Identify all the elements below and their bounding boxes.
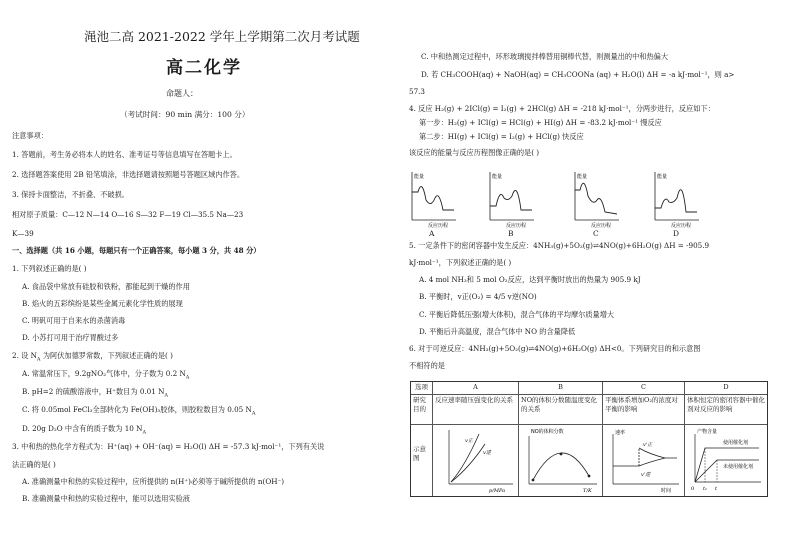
q4-energy-diagram-a <box>410 170 456 229</box>
table-header-option: 选项 <box>411 382 433 395</box>
q4c-xlabel: 反应历程 <box>591 223 612 229</box>
q4d-xlabel: 反应历程 <box>671 223 692 229</box>
q1-stem: 1. 下列叙述正确的是( ) <box>12 264 87 273</box>
q1-option-b: B. 焰火的五彩缤纷是某些金属元素化学性质的展现 <box>22 299 183 308</box>
q3-option-d-line-2: 57.3 <box>409 87 426 96</box>
fig-b-title: NO的体积分数 <box>531 429 564 435</box>
q1-option-a: A. 食品袋中常放有硅胶和铁粉，都能起到干燥的作用 <box>22 282 190 291</box>
note-1: 1. 答题前，考生务必将本人的姓名、准考证号等信息填写在答题卡上。 <box>12 150 237 159</box>
q4-energy-diagram-d <box>653 170 699 229</box>
fig-c-ylabel: 速率 <box>615 430 626 436</box>
q5-stem-line-2: kJ·mol⁻¹，下列叙述正确的是( ) <box>409 258 512 267</box>
table-header-c: C <box>603 382 685 395</box>
q4-energy-diagram-b <box>488 170 534 229</box>
q3-option-a: A. 准确测量中和热的实验过程中，应所提供的 n(H⁺)必须等于碱所提供的 n(OH⁻) <box>22 477 285 486</box>
q3-option-c: C. 中和热测定过程中，环形玻璃搅拌棒替用铜棒代替，则测量出的中和热偏大 <box>421 52 669 61</box>
table-row-label-purpose: 研究目的 <box>411 395 433 425</box>
fig-a-v2: v逆 <box>483 450 491 456</box>
q1-option-c: C. 明矾可用于自来水的杀菌消毒 <box>22 316 126 325</box>
atomic-mass-line-2: K—39 <box>12 229 34 238</box>
author-line: 命题人： <box>166 89 198 98</box>
subject-title: 高二化学 <box>166 58 242 78</box>
q4d-ylabel: 能量 <box>657 174 668 180</box>
note-3: 3. 保持卡面整洁，不折叠、不破损。 <box>12 190 129 199</box>
exam-title: 渑池二高 2021-2022 学年上学期第二次月考试题 <box>84 29 360 44</box>
q6-stem-line-2: 不相符的是 <box>409 361 445 370</box>
table-figure-d <box>685 425 767 496</box>
table-purpose-a: 反应速率随压强变化的关系 <box>433 395 519 425</box>
table-header-d: D <box>685 382 767 395</box>
q4b-ylabel: 能量 <box>492 174 503 180</box>
q3-stem-line-2: 法正确的是( ) <box>12 460 56 469</box>
q4-option-a-label: A <box>429 229 435 238</box>
q4-stem: 4. 反应 H₂(g) + 2ICl(g) = I₂(g) + 2HCl(g) ΔH = -218 kJ·mol⁻¹，分两步进行，反应如下： <box>409 104 715 113</box>
table-purpose-c: 平衡体系增加O₂的浓度对平衡的影响 <box>603 395 685 425</box>
fig-d-origin: 0 <box>691 486 695 492</box>
q6-stem-line-1: 6. 对于可逆反应：4NH₃(g)+5O₂(g)⇌4NO(g)+6H₂O(g) ΔH<0。下列研究目的和示意图 <box>409 344 701 353</box>
q5-option-b: B. 平衡时，v正(O₂) = 4/5 v逆(NO) <box>419 292 537 301</box>
fig-d-t1: t₁ <box>703 486 708 492</box>
q5-option-d: D. 平衡后升高温度，混合气体中 NO 的含量降低 <box>419 327 576 336</box>
table-purpose-b: NO的体积分数随温度变化的关系 <box>519 395 603 425</box>
atomic-mass-line-1: 相对原子质量：C—12 N—14 O—16 S—32 F—19 Cl—35.5 Na—23 <box>12 210 244 219</box>
q4-option-d-label: D <box>673 229 680 238</box>
q2-option-a: A. 常温常压下，9.2gNO₂气体中，分子数为 0.2 $N_A$ <box>22 369 190 381</box>
q2-option-d: D. 20g D₂O 中含有的质子数为 10 $N_A$ <box>22 424 147 436</box>
table-header-b: B <box>519 382 603 395</box>
table-figure-a <box>433 425 519 496</box>
q4a-xlabel: 反应历程 <box>428 223 449 229</box>
q3-option-d-line-1: D. 若 CH₃COOH(aq) + NaOH(aq) = CH₃COONa (aq) + H₂O(l) ΔH = -a kJ·mol⁻¹，则 a> <box>421 70 735 79</box>
q4b-xlabel: 反应历程 <box>506 223 527 229</box>
q1-option-d: D. 小苏打可用于治疗胃酸过多 <box>22 333 119 342</box>
q5-option-c: C. 平衡后降低压强(增大体积)，混合气体的平均摩尔质量增大 <box>419 310 615 319</box>
q2-option-c: C. 将 0.05mol FeCl₃全部转化为 Fe(OH)₃胶体，则胶粒数目为 0.05 $N_A$ <box>22 405 256 417</box>
fig-c-xlabel: 时间 <box>661 488 672 494</box>
fig-d-t2: t <box>715 486 718 492</box>
q4-option-c-label: C <box>593 229 599 238</box>
table-purpose-d: 体积恒定的密闭容器中催化剂对反应的影响 <box>685 395 767 425</box>
table-figure-c <box>603 425 685 496</box>
fig-d-label-1: 使用催化剂 <box>723 440 749 446</box>
q6-table <box>410 381 768 497</box>
table-header-a: A <box>433 382 519 395</box>
note-2: 2. 选择题答案使用 2B 铅笔填涂，非选择题请按照题号答题区域内作答。 <box>12 170 245 179</box>
fig-c-v2: v'逆 <box>641 472 651 478</box>
notes-heading: 注意事项： <box>12 131 48 140</box>
q4a-ylabel: 能量 <box>414 174 425 180</box>
fig-a-xlabel: p/MPa <box>489 488 506 494</box>
q2-stem: 2. 设 $N_A$ 为阿伏加德罗常数，下列叙述正确的是( ) <box>12 351 173 363</box>
q4-step-1: 第一步：H₂(g) + ICl(g) = HCl(g) + HI(g) ΔH = -83.2 kJ·mol⁻¹ 慢反应 <box>419 118 662 127</box>
q5-stem-line-1: 5. 一定条件下的密闭容器中发生反应：4NH₃(g)+5O₂(g)⇌4NO(g)+6H₂O(g) ΔH = -905.9 <box>409 241 710 250</box>
fig-d-ylabel: 产物含量 <box>697 429 718 435</box>
q2-option-b: B. pH=2 的硫酸溶液中，H⁺数目为 0.01 $N_A$ <box>22 387 169 399</box>
table-row-label-figure: 示意图 <box>411 425 433 496</box>
fig-d-label-2: 未使用催化剂 <box>723 464 754 470</box>
q5-option-a: A. 4 mol NH₃和 5 mol O₂反应，达到平衡时放出的热量为 905.9 kJ <box>419 275 641 284</box>
fig-b-xlabel: T/K <box>583 488 592 494</box>
time-score-line: （考试时间：90 min 满分：100 分） <box>120 110 250 119</box>
fig-a-v1: v正 <box>465 438 473 444</box>
section-heading: 一、选择题（共 16 小题，每题只有一个正确答案，每小题 3 分，共 48 分） <box>12 246 261 255</box>
fig-c-v1: v'正 <box>643 442 653 448</box>
q4-option-b-label: B <box>508 229 514 238</box>
q4-question: 该反应的能量与反应历程图像正确的是( ) <box>409 148 540 157</box>
q3-stem-line-1: 3. 中和热的热化学方程式为：H⁺(aq) + OH⁻(aq) = H₂O(l) ΔH = -57.3 kJ·mol⁻¹，下列有关说 <box>12 442 325 451</box>
q3-option-b: B. 准确测量中和热的实验过程中，能可以选用实验液 <box>22 494 190 503</box>
q4c-ylabel: 能量 <box>577 174 588 180</box>
q4-step-2: 第二步：HI(g) + ICl(g) = I₂(g) + HCl(g) 快反应 <box>419 132 584 141</box>
q4-energy-diagram-c <box>573 170 619 229</box>
table-figure-b <box>519 425 603 496</box>
